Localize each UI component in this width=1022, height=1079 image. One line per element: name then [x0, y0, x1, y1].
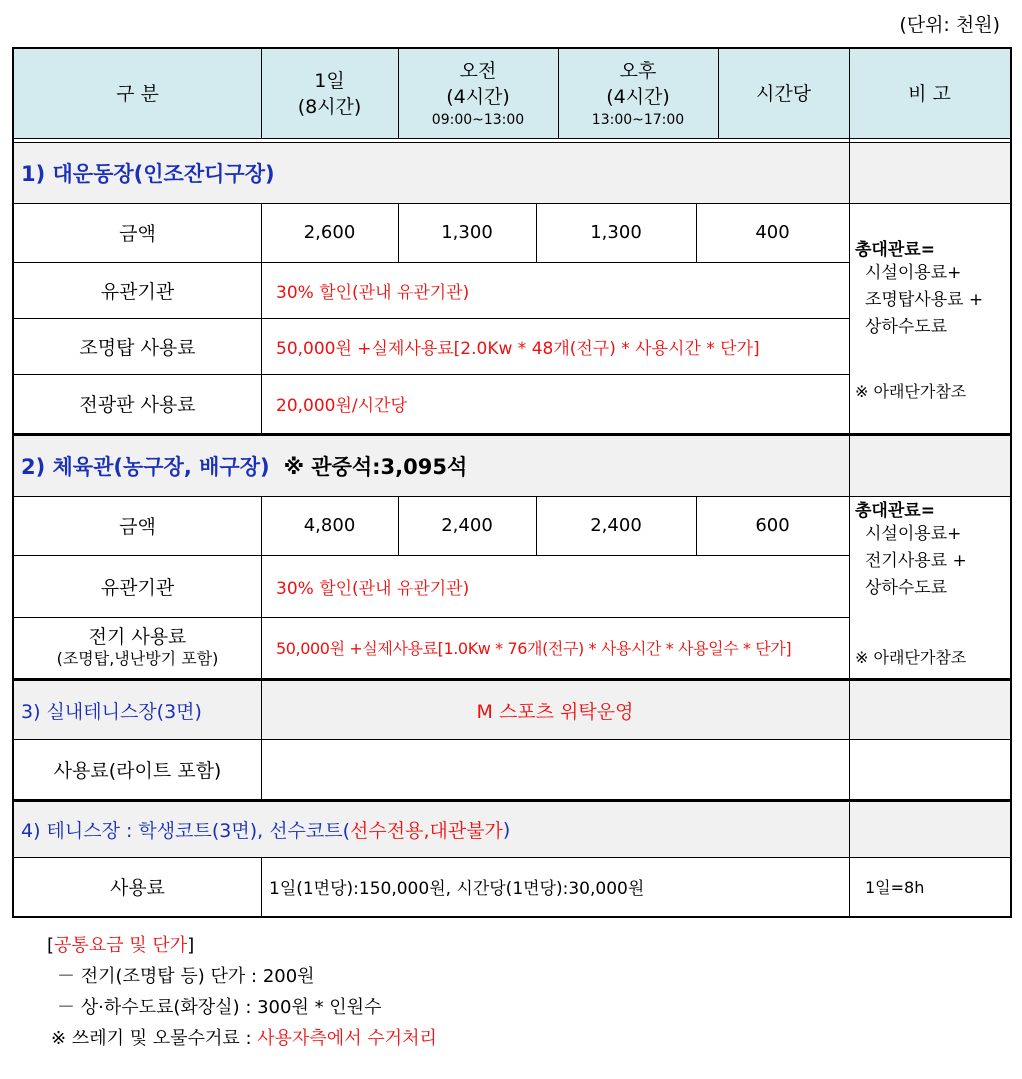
header-morning-hours: (4시간): [446, 86, 510, 108]
s1-amount-day: 2,600: [303, 222, 356, 243]
s4-fee-label: 사용료: [109, 877, 166, 899]
section-4-title: [14, 802, 849, 857]
common-fees-heading: [47, 930, 437, 961]
section-4-title-text: 4) 테니스장 : 학생코트(3면), 선수코트(: [21, 820, 351, 842]
s2-remarks-line-3: 상하수도료: [865, 578, 948, 598]
divider: [14, 739, 1010, 740]
divider: [14, 138, 1010, 139]
section-1-title-text: 1) 대운동장(인조잔디구장): [21, 162, 275, 186]
divider: [718, 49, 719, 139]
divider: [398, 49, 399, 139]
s2-electric-label-text: 전기 사용료: [88, 625, 187, 648]
s2-amount-label: 금액: [119, 516, 156, 538]
divider: [14, 799, 1010, 802]
section-2-seat-count: ※ 관중석:3,095석: [283, 455, 468, 479]
divider: [14, 496, 1010, 497]
header-afternoon-hours: (4시간): [606, 86, 670, 108]
header-day-label: 1일: [314, 70, 345, 92]
header-remarks: [849, 49, 1010, 139]
header-category: [14, 49, 261, 139]
header-day-hours: (8시간): [297, 96, 362, 118]
divider: [14, 617, 849, 618]
rental-fee-table: [12, 47, 1012, 918]
s1-lighting-label: 조명탑 사용료: [79, 336, 196, 359]
s1-remarks-title: 총대관료=: [855, 240, 935, 260]
bracket-open: [: [47, 935, 55, 956]
s1-amount-afternoon: 1,300: [590, 222, 642, 243]
section-3-title: [14, 681, 261, 739]
section-4-remarks-blank: [849, 802, 1010, 857]
section-1-title: [14, 143, 849, 203]
s3-fee-remarks: [849, 739, 1010, 799]
divider: [14, 678, 1010, 681]
s1-scoreboard-label: 전광판 사용료: [79, 394, 196, 416]
s1-lighting-value: 50,000원 +실제사용료[2.0Kw * 48개(전구) * 사용시간 * 단가]: [276, 338, 760, 359]
s2-affiliated-label: 유관기관: [100, 576, 175, 599]
section-4-title-close: ): [502, 818, 511, 841]
header-remarks-label: 비 고: [908, 83, 951, 105]
s2-amount-afternoon: 2,400: [590, 515, 642, 536]
section-3-operator-text: M 스포츠 위탁운영: [476, 700, 634, 723]
s2-electric-label: [14, 617, 261, 678]
s2-amount-morning: 2,400: [441, 515, 493, 536]
s1-remarks-line-1: 시설이용료+: [865, 263, 962, 283]
waste-fee-note: [47, 1023, 437, 1054]
s2-electric-sublabel: (조명탑,냉난방기 포함): [56, 648, 219, 668]
divider: [14, 857, 1010, 858]
divider: [14, 555, 849, 556]
s3-fee-label: 사용료(라이트 포함): [53, 759, 222, 782]
divider: [398, 203, 399, 262]
s2-affiliated-value: 30% 할인(관내 유관기관): [276, 578, 470, 599]
s1-affiliated-value: 30% 할인(관내 유관기관): [276, 282, 470, 303]
waste-fee-value: 사용자측에서 수거처리: [257, 1028, 437, 1049]
divider: [261, 203, 262, 433]
divider: [14, 262, 849, 263]
header-day: [261, 49, 398, 139]
divider: [261, 857, 262, 916]
divider: [398, 496, 399, 555]
header-morning-time: 09:00~13:00: [431, 112, 525, 128]
section-1-remarks-blank: [849, 143, 1010, 203]
s1-amount-label: 금액: [119, 223, 156, 245]
s2-amount-day: 4,800: [303, 515, 356, 536]
s1-remarks: [849, 203, 1010, 433]
header-category-label: 구 분: [116, 83, 159, 105]
s1-remarks-ref: ※ 아래단가참조: [855, 382, 967, 401]
divider: [14, 142, 1010, 143]
water-fee: － 상·하수도료(화장실) : 300원 * 인원수: [57, 997, 382, 1018]
divider: [696, 203, 697, 262]
s2-remarks-line-2: 전기사용료 +: [865, 551, 967, 571]
divider: [696, 496, 697, 555]
common-fees-notes: [47, 930, 437, 1054]
s1-affiliated-label: 유관기관: [100, 280, 175, 303]
s1-amount-morning: 1,300: [441, 222, 493, 243]
s1-amount-hourly: 400: [755, 222, 790, 243]
header-hourly-label: 시간당: [755, 83, 812, 105]
divider: [14, 374, 849, 375]
electric-unit-price: － 전기(조명탑 등) 단가 : 200원: [57, 966, 315, 987]
divider: [849, 49, 850, 916]
s4-fee-remark: 1일=8h: [865, 878, 925, 897]
section-4-title-restriction: 선수전용,대관불가: [350, 820, 503, 842]
s1-remarks-line-3: 상하수도료: [865, 317, 948, 337]
divider: [14, 203, 1010, 204]
s3-fee-value: [261, 739, 849, 799]
divider: [14, 318, 849, 319]
header-afternoon: [558, 49, 718, 139]
divider: [261, 496, 262, 678]
s1-scoreboard-value: 20,000원/시간당: [276, 396, 407, 416]
header-hourly: [718, 49, 849, 139]
s2-remarks-line-1: 시설이용료+: [865, 524, 962, 544]
bracket-close: ]: [187, 935, 195, 956]
s4-fee-value: 1일(1면당):150,000원, 시간당(1면당):30,000원: [269, 879, 645, 899]
section-3-remarks-blank: [849, 681, 1010, 739]
divider: [261, 49, 262, 139]
section-3-title-text: 3) 실내테니스장(3면): [21, 700, 202, 723]
section-3-operator: [261, 681, 849, 739]
s2-electric-value: 50,000원 +실제사용료[1.0Kw * 76개(전구) * 사용시간 * 사용일수 * 단가]: [276, 639, 792, 658]
divider: [558, 49, 559, 139]
header-morning-label: 오전: [459, 60, 497, 82]
divider: [536, 496, 537, 555]
s2-remarks-title: 총대관료=: [855, 501, 935, 521]
section-2-remarks-blank: [849, 436, 1010, 496]
divider: [14, 433, 1010, 436]
header-afternoon-time: 13:00~17:00: [591, 112, 685, 128]
section-2-title-text: 2) 체육관(농구장, 배구장): [21, 455, 270, 479]
divider: [536, 203, 537, 262]
waste-fee-label: ※ 쓰레기 및 오물수거료 :: [51, 1028, 258, 1049]
s1-remarks-line-2: 조명탑사용료 +: [865, 290, 984, 310]
s2-remarks: [849, 496, 1010, 678]
common-fees-heading-text: 공통요금 및 단가: [54, 935, 188, 956]
unit-label: (단위: 천원): [899, 14, 1000, 36]
s2-remarks-ref: ※ 아래단가참조: [855, 648, 967, 667]
s2-amount-hourly: 600: [755, 515, 790, 536]
header-afternoon-label: 오후: [619, 60, 657, 82]
divider: [261, 681, 262, 799]
section-2-title: [14, 436, 849, 496]
header-morning: [398, 49, 558, 139]
